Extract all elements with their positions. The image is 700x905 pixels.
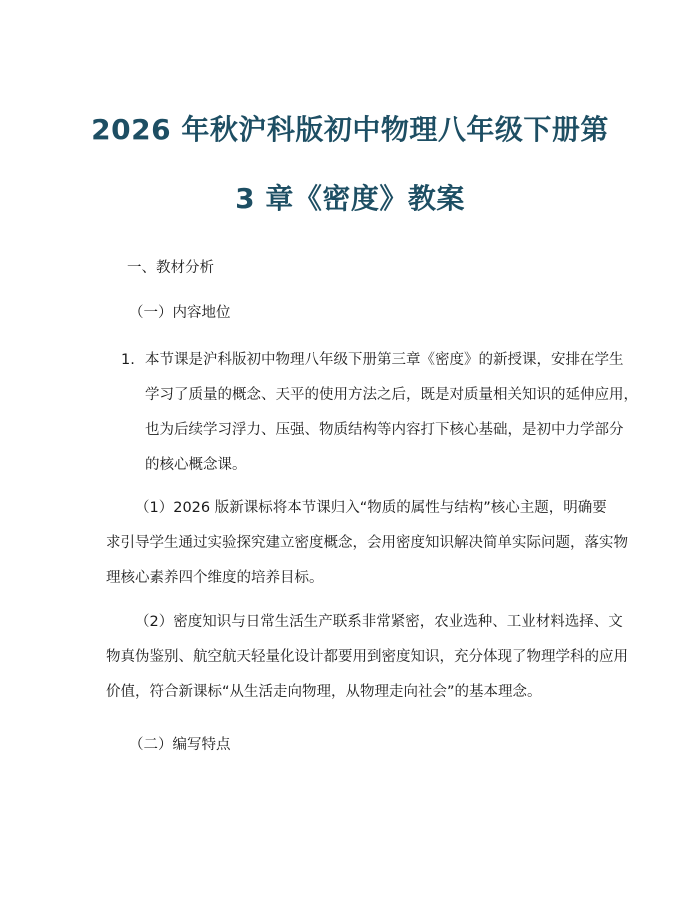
- list-item-line-4: 的核心概念课。: [145, 457, 247, 473]
- section-heading-textbook-analysis: 一、教材分析: [127, 260, 214, 276]
- subheading-writing-features: （二）编写特点: [129, 737, 231, 753]
- subheading-content-position: （一）内容地位: [129, 305, 231, 321]
- paragraph-1-line-3: 理核心素养四个维度的培养目标。: [106, 570, 324, 586]
- list-item-line-2: 学习了质量的概念、天平的使用方法之后，既是对质量相关知识的延伸应用，: [145, 387, 638, 403]
- list-item-line-3: 也为后续学习浮力、压强、物质结构等内容打下核心基础，是初中力学部分: [145, 422, 624, 438]
- paragraph-1-line-1: （1）2026 版新课标将本节课归入“物质的属性与结构”核心主题，明确要: [135, 500, 607, 516]
- list-item-line-1: 本节课是沪科版初中物理八年级下册第三章《密度》的新授课，安排在学生: [145, 352, 624, 368]
- paragraph-2-line-2: 物真伪鉴别、航空航天轻量化设计都要用到密度知识，充分体现了物理学科的应用: [106, 649, 628, 665]
- document-title-line-1: 2026 年秋沪科版初中物理八年级下册第: [91, 113, 609, 146]
- document-title-line-2: 3 章《密度》教案: [235, 182, 465, 215]
- paragraph-2-line-1: （2）密度知识与日常生活生产联系非常紧密，农业选种、工业材料选择、文: [135, 614, 623, 630]
- list-item-number: 1.: [121, 352, 135, 368]
- paragraph-2-line-3: 价值，符合新课标“从生活走向物理，从物理走向社会”的基本理念。: [106, 684, 542, 700]
- paragraph-1-line-2: 求引导学生通过实验探究建立密度概念，会用密度知识解决简单实际问题，落实物: [106, 535, 628, 551]
